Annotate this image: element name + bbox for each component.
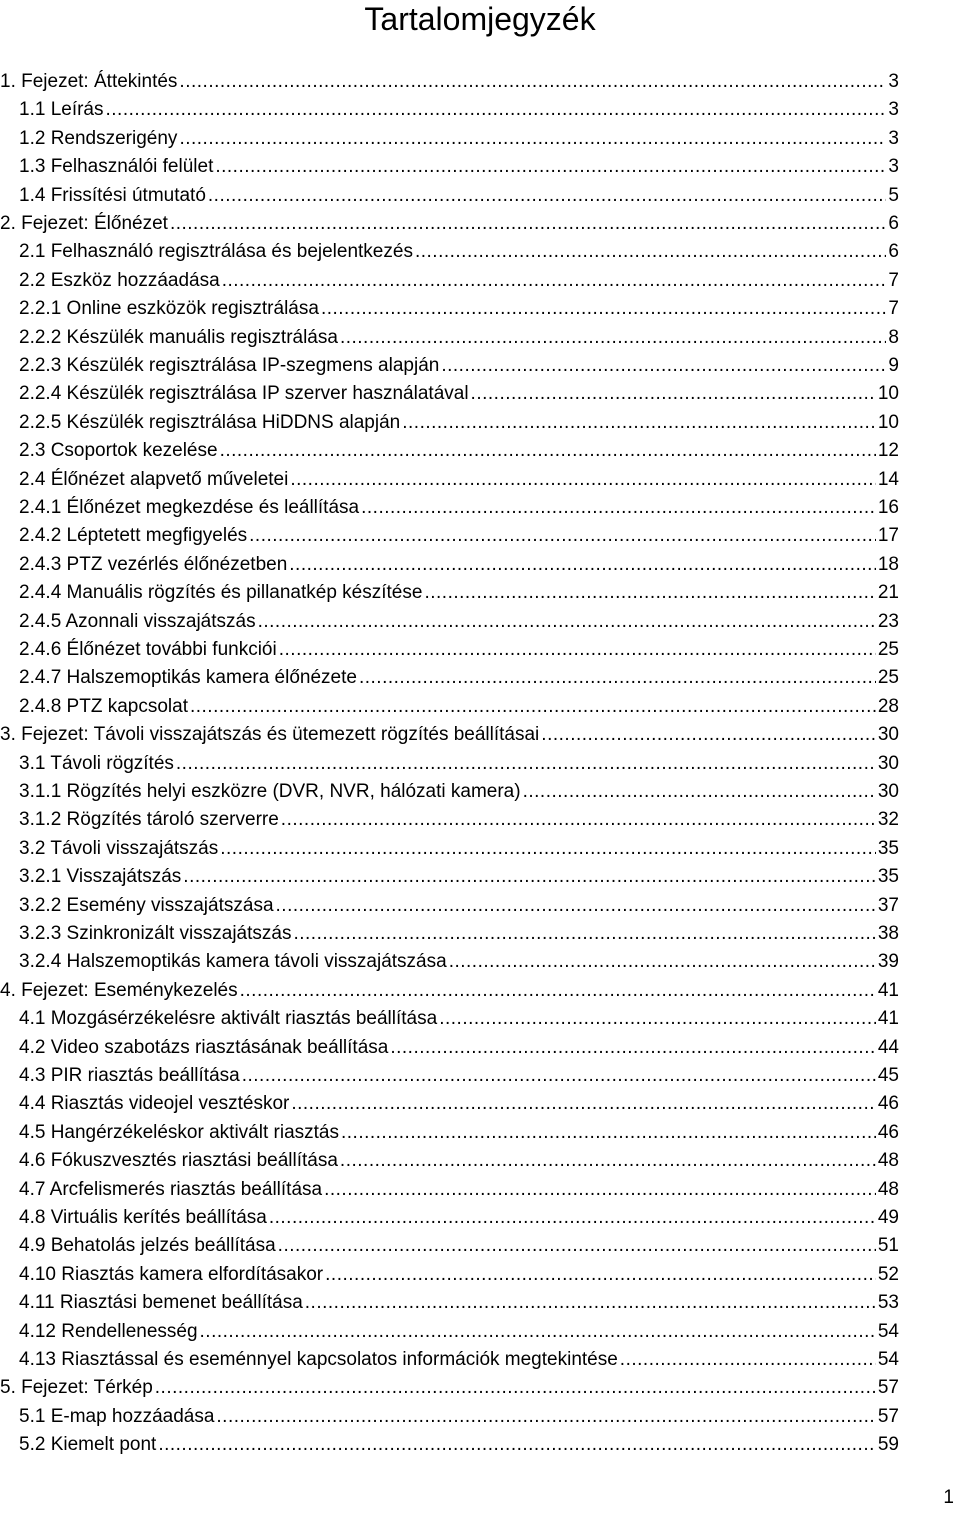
toc-entry-page: 23	[877, 610, 899, 632]
toc-entry-label: 3.1 Távoli rögzítés	[19, 752, 174, 774]
toc-entry[interactable]	[19, 1431, 899, 1459]
toc-entry-label: 3.2.3 Szinkronizált visszajátszás	[19, 923, 292, 944]
dot-leader	[240, 977, 876, 1005]
toc-entry-page: 52	[877, 1263, 899, 1285]
dot-leader	[179, 68, 886, 96]
toc-entry[interactable]	[19, 1147, 899, 1175]
dot-leader	[176, 750, 876, 778]
toc-entry-label: 4.11 Riasztási bemenet beállítása	[19, 1292, 303, 1314]
toc-entry[interactable]	[19, 153, 899, 181]
toc-entry-page: 53	[877, 1292, 899, 1314]
toc-entry[interactable]	[19, 920, 899, 948]
toc-entry[interactable]	[19, 1346, 899, 1374]
toc-entry-label: 2.4.8 PTZ kapcsolat	[19, 695, 188, 717]
toc-entry-label: 4.7 Arcfelismerés riasztás beállítása	[19, 1178, 323, 1200]
toc-entry-label: 2.4.5 Azonnali visszajátszás	[19, 610, 256, 632]
dot-leader	[471, 380, 876, 408]
toc-entry[interactable]	[19, 1034, 899, 1062]
toc-entry-label: 3.2 Távoli visszajátszás	[19, 837, 219, 859]
toc-entry-label: 1. Fejezet: Áttekintés	[0, 71, 178, 92]
toc-entry-page: 41	[877, 1008, 899, 1030]
toc-entry-label: 4. Fejezet: Eseménykezelés	[0, 979, 238, 1001]
toc-entry-page: 48	[877, 1150, 899, 1172]
toc-entry-page: 30	[877, 724, 899, 746]
dot-leader	[523, 778, 876, 806]
toc-entry[interactable]	[19, 1232, 899, 1260]
toc-entry-label: 1.1 Leírás	[19, 99, 104, 121]
toc-entry-label: 3. Fejezet: Távoli visszajátszás és ütemezett rögzítés beállításai	[0, 724, 540, 746]
page-title: Tartalomjegyzék	[364, 1, 596, 37]
toc-entry-page: 25	[877, 639, 899, 660]
toc-entry[interactable]	[19, 1176, 899, 1204]
toc-entry-page: 46	[877, 1093, 899, 1115]
toc-entry[interactable]	[19, 579, 899, 607]
dot-leader	[620, 1346, 876, 1374]
toc-entry-label: 2.2.5 Készülék regisztrálása HiDDNS alapján	[19, 411, 401, 433]
toc-entry[interactable]	[19, 182, 899, 210]
toc-entry-label: 2.2.2 Készülék manuális regisztrálása	[19, 326, 338, 348]
dot-leader	[321, 295, 886, 323]
toc-entry[interactable]	[19, 948, 899, 976]
toc-entry-label: 2.4.3 PTZ vezérlés élőnézetben	[19, 553, 288, 575]
dot-leader	[242, 1062, 876, 1090]
toc-entry-page: 17	[877, 525, 899, 547]
dot-leader	[541, 721, 876, 749]
dot-leader	[106, 96, 887, 124]
toc-entry-page: 9	[888, 355, 899, 376]
dot-leader	[390, 1034, 876, 1062]
toc-entry-page: 16	[877, 497, 899, 518]
dot-leader	[278, 1232, 876, 1260]
dot-leader	[208, 182, 887, 210]
dot-leader	[441, 352, 886, 380]
toc-entry[interactable]	[19, 96, 899, 124]
dot-leader	[170, 210, 886, 238]
dot-leader	[183, 863, 876, 891]
toc-entry-label: 2.4.7 Halszemoptikás kamera élőnézete	[19, 667, 357, 689]
toc-entry-label: 2.2 Eszköz hozzáadása	[19, 269, 220, 291]
toc-entry[interactable]	[19, 863, 899, 891]
dot-leader	[281, 806, 876, 834]
toc-entry-page: 18	[877, 553, 899, 575]
toc-entry-page: 46	[877, 1121, 899, 1143]
toc-entry[interactable]	[19, 551, 899, 579]
toc-entry[interactable]	[0, 721, 899, 749]
toc-entry-page: 57	[877, 1377, 899, 1399]
toc-entry-page: 49	[877, 1207, 899, 1228]
toc-entry[interactable]	[19, 1090, 899, 1118]
toc-entry-page: 28	[877, 695, 899, 717]
toc-entry[interactable]	[19, 1204, 899, 1232]
toc-entry-label: 2.4.1 Élőnézet megkezdése és leállítása	[19, 497, 360, 518]
toc-entry[interactable]	[19, 664, 899, 692]
toc-entry-label: 4.3 PIR riasztás beállítása	[19, 1065, 240, 1086]
toc-entry-page: 51	[877, 1235, 899, 1257]
dot-leader	[258, 608, 876, 636]
dot-leader	[158, 1431, 876, 1459]
toc-entry-label: 1.2 Rendszerigény	[19, 127, 178, 149]
toc-entry-label: 1.4 Frissítési útmutató	[19, 184, 206, 206]
dot-leader	[324, 1176, 876, 1204]
toc-entry-label: 4.9 Behatolás jelzés beállítása	[19, 1235, 276, 1257]
dot-leader	[216, 1403, 875, 1431]
toc-entry[interactable]	[19, 1289, 899, 1317]
toc-entry[interactable]	[19, 693, 899, 721]
toc-entry-label: 4.2 Video szabotázs riasztásának beállítása	[19, 1036, 389, 1058]
page-number: 1	[943, 1487, 954, 1508]
toc-entry-label: 4.1 Mozgásérzékelésre aktivált riasztás beállítása	[19, 1008, 438, 1030]
toc-entry-label: 2. Fejezet: Élőnézet	[0, 213, 168, 234]
toc-entry-label: 2.4.4 Manuális rögzítés és pillanatkép készítése	[19, 582, 423, 604]
dot-leader	[190, 693, 876, 721]
toc-entry-label: 4.6 Fókuszvesztés riasztási beállítása	[19, 1150, 338, 1172]
toc-entry-page: 44	[877, 1036, 899, 1058]
dot-leader	[439, 1005, 876, 1033]
dot-leader	[249, 522, 876, 550]
toc-entry-label: 5. Fejezet: Térkép	[0, 1377, 153, 1399]
toc-entry[interactable]	[19, 125, 899, 153]
toc-entry-page: 25	[877, 667, 899, 689]
dot-leader	[220, 835, 876, 863]
toc-entry[interactable]	[0, 977, 899, 1005]
dot-leader	[215, 153, 886, 181]
dot-leader	[290, 466, 876, 494]
toc-entry[interactable]	[19, 238, 899, 266]
toc-entry-label: 3.2.4 Halszemoptikás kamera távoli visszajátszása	[19, 951, 447, 973]
toc-entry-page: 35	[877, 837, 899, 859]
toc-entry-page: 3	[888, 156, 899, 178]
dot-leader	[269, 1204, 876, 1232]
dot-leader	[424, 579, 875, 607]
toc-entry-page: 35	[877, 866, 899, 888]
toc-entry[interactable]	[19, 380, 899, 408]
toc-entry[interactable]	[19, 409, 899, 437]
toc-entry[interactable]	[19, 806, 899, 834]
dot-leader	[415, 238, 886, 266]
toc-entry-page: 54	[877, 1349, 899, 1370]
toc-entry[interactable]	[0, 68, 899, 96]
toc-entry-label: 4.5 Hangérzékeléskor aktivált riasztás	[19, 1121, 339, 1143]
toc-entry[interactable]	[0, 210, 899, 238]
toc-entry-label: 2.4 Élőnézet alapvető műveletei	[19, 468, 289, 490]
dot-leader	[279, 636, 876, 664]
toc-entry-page: 7	[888, 269, 899, 291]
toc-entry[interactable]	[19, 352, 899, 380]
dot-leader	[341, 1119, 876, 1147]
toc-entry[interactable]	[19, 1119, 899, 1147]
toc-entry-label: 4.10 Riasztás kamera elfordításakor	[19, 1263, 324, 1285]
toc-entry-page: 30	[877, 752, 899, 774]
toc-entry-label: 3.1.2 Rögzítés tároló szerverre	[19, 809, 279, 831]
dot-leader	[293, 920, 875, 948]
toc-entry-page: 30	[877, 781, 899, 802]
toc-entry[interactable]	[19, 778, 899, 806]
toc-entry-label: 3.2.1 Visszajátszás	[19, 866, 182, 888]
toc-entry[interactable]	[19, 324, 899, 352]
toc-entry-page: 45	[877, 1065, 899, 1086]
toc-entry-page: 21	[877, 582, 899, 604]
toc-entry-label: 2.2.3 Készülék regisztrálása IP-szegmens alapján	[19, 355, 440, 376]
dot-leader	[289, 551, 876, 579]
dot-leader	[291, 1090, 876, 1118]
toc-entry-label: 2.2.4 Készülék regisztrálása IP szerver használatával	[19, 383, 469, 405]
dot-leader	[179, 125, 886, 153]
toc-entry-page: 48	[877, 1178, 899, 1200]
dot-leader	[449, 948, 876, 976]
dot-leader	[222, 267, 887, 295]
toc-entry-label: 3.1.1 Rögzítés helyi eszközre (DVR, NVR, hálózati kamera)	[19, 781, 521, 802]
toc-entry[interactable]	[19, 267, 899, 295]
dot-leader	[200, 1318, 876, 1346]
toc-entry-page: 8	[888, 326, 899, 348]
toc-entry-page: 57	[877, 1405, 899, 1427]
toc-entry[interactable]	[19, 835, 899, 863]
toc-entry[interactable]	[19, 608, 899, 636]
toc-entry-label: 2.1 Felhasználó regisztrálása és bejelentkezés	[19, 241, 413, 263]
dot-leader	[402, 409, 876, 437]
toc-entry-page: 37	[877, 894, 899, 916]
dot-leader	[276, 892, 876, 920]
toc-entry-page: 3	[888, 127, 899, 149]
toc-entry-page: 3	[888, 99, 899, 121]
toc-entry-page: 41	[877, 979, 899, 1001]
toc-entry-label: 4.4 Riasztás videojel vesztéskor	[19, 1093, 290, 1115]
toc-entry[interactable]	[19, 1318, 899, 1346]
toc-entry-page: 54	[877, 1320, 899, 1342]
toc-entry-label: 2.2.1 Online eszközök regisztrálása	[19, 298, 319, 320]
toc-entry-page: 6	[888, 213, 899, 234]
toc-entry[interactable]	[0, 1374, 899, 1402]
toc-entry[interactable]	[19, 636, 899, 664]
toc-entry-page: 14	[877, 468, 899, 490]
dot-leader	[361, 494, 876, 522]
toc-entry[interactable]	[19, 1005, 899, 1033]
toc-entry-page: 10	[877, 383, 899, 405]
toc-entry-page: 3	[888, 71, 899, 92]
toc-entry-label: 1.3 Felhasználói felület	[19, 156, 214, 178]
toc-entry-label: 5.2 Kiemelt pont	[19, 1434, 157, 1456]
toc-entry-page: 7	[888, 298, 899, 320]
dot-leader	[325, 1261, 876, 1289]
toc-entry-page: 12	[877, 440, 899, 462]
toc-entry-label: 4.12 Rendellenesség	[19, 1320, 198, 1342]
dot-leader	[359, 664, 876, 692]
toc-entry[interactable]	[19, 1261, 899, 1289]
toc-entry-label: 4.13 Riasztással és eseménnyel kapcsolatos információk megtekintése	[19, 1349, 618, 1370]
toc-entry[interactable]	[19, 892, 899, 920]
toc-entry[interactable]	[19, 466, 899, 494]
toc-entry-label: 2.4.6 Élőnézet további funkciói	[19, 639, 277, 660]
toc-entry-label: 3.2.2 Esemény visszajátszása	[19, 894, 274, 916]
dot-leader	[340, 324, 886, 352]
dot-leader	[220, 437, 876, 465]
toc-entry-label: 4.8 Virtuális kerítés beállítása	[19, 1207, 267, 1228]
toc-entry-page: 6	[888, 241, 899, 263]
toc-entry-page: 32	[877, 809, 899, 831]
dot-leader	[340, 1147, 876, 1175]
toc-entry[interactable]	[19, 494, 899, 522]
toc-entry-page: 39	[877, 951, 899, 973]
toc-entry[interactable]	[19, 522, 899, 550]
toc-entry[interactable]	[19, 750, 899, 778]
toc-entry-page: 10	[877, 411, 899, 433]
toc-entry-page: 38	[877, 923, 899, 944]
toc-entry[interactable]	[19, 1062, 899, 1090]
toc-entry-page: 59	[877, 1434, 899, 1456]
toc-entry[interactable]	[19, 1403, 899, 1431]
toc-entry-label: 2.4.2 Léptetett megfigyelés	[19, 525, 248, 547]
dot-leader	[305, 1289, 876, 1317]
toc-entry[interactable]	[19, 295, 899, 323]
toc-entry-label: 2.3 Csoportok kezelése	[19, 440, 218, 462]
toc-entry-label: 5.1 E-map hozzáadása	[19, 1405, 215, 1427]
toc-entry-page: 5	[888, 184, 899, 206]
toc-entry[interactable]	[19, 437, 899, 465]
dot-leader	[155, 1374, 876, 1402]
